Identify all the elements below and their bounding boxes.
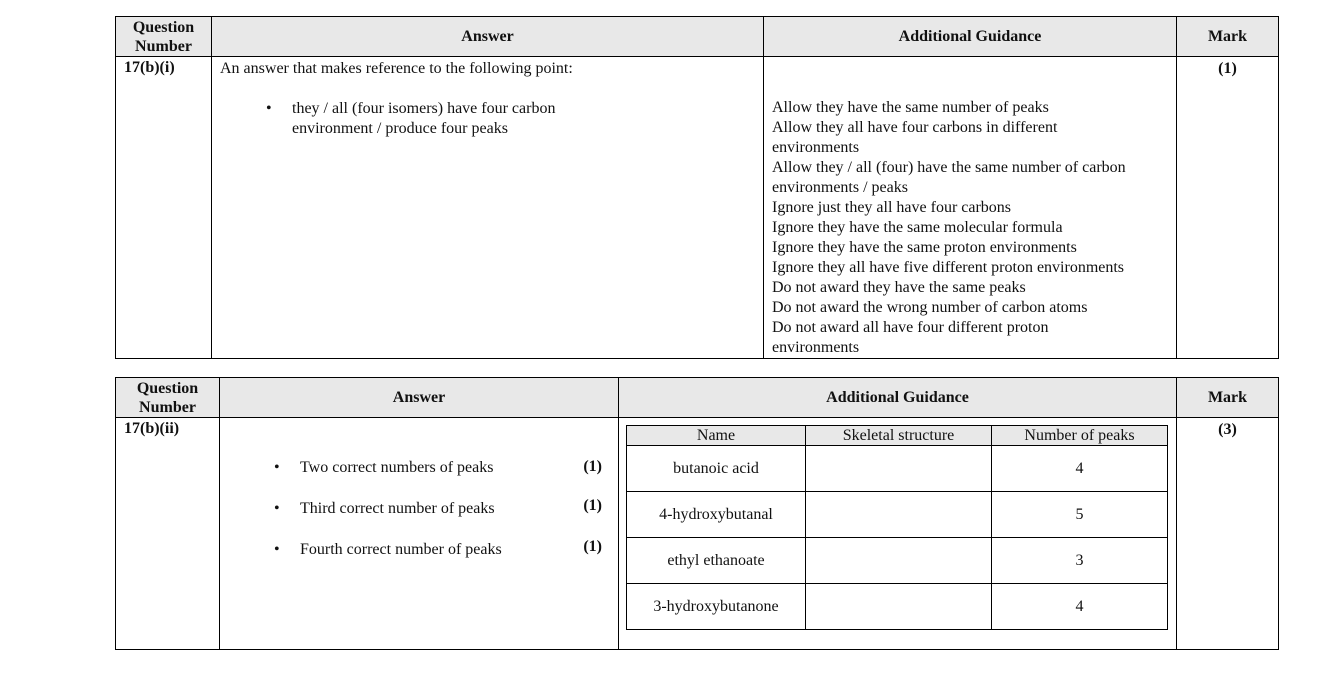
answer-bullet: • Third correct number of peaks bbox=[274, 500, 495, 517]
bullet-dot: • bbox=[266, 100, 272, 117]
guidance-line: Ignore just they all have four carbons bbox=[772, 199, 1012, 216]
table-row bbox=[627, 492, 1168, 538]
bullet-points: (1) bbox=[583, 538, 602, 555]
question-number-header: Question Number bbox=[116, 378, 220, 418]
compound-name: ethyl ethanoate bbox=[627, 538, 806, 584]
mark-value: (3) bbox=[1177, 418, 1279, 650]
guidance-line: Allow they / all (four) have the same number of carbon bbox=[772, 159, 1126, 176]
guidance-list bbox=[764, 57, 1176, 358]
mark-scheme-table-1 bbox=[115, 16, 1279, 359]
table-row bbox=[627, 446, 1168, 492]
guidance-line: Allow they all have four carbons in different bbox=[772, 119, 1058, 136]
mark-header: Mark bbox=[1177, 378, 1279, 418]
guidance-line: Ignore they have the same molecular formula bbox=[772, 219, 1063, 236]
answer-cell bbox=[220, 418, 619, 650]
mark-header: Mark bbox=[1177, 17, 1279, 57]
compound-name: butanoic acid bbox=[627, 446, 806, 492]
name-header: Name bbox=[627, 426, 806, 446]
guidance-line: environments bbox=[772, 339, 860, 356]
table-row bbox=[627, 538, 1168, 584]
compound-name: 4-hydroxybutanal bbox=[627, 492, 806, 538]
answer-cell bbox=[212, 57, 764, 359]
peak-count: 3 bbox=[992, 538, 1168, 584]
guidance-line: environments bbox=[772, 139, 860, 156]
peak-count: 4 bbox=[992, 446, 1168, 492]
guidance-cell bbox=[764, 57, 1177, 359]
guidance-header: Additional Guidance bbox=[619, 378, 1177, 418]
answer-lead: An answer that makes reference to the following point: bbox=[220, 60, 573, 77]
question-number-header: Question Number bbox=[116, 17, 212, 57]
skeletal-structure bbox=[806, 492, 992, 538]
table-row bbox=[627, 584, 1168, 630]
skeletal-structure bbox=[806, 538, 992, 584]
question-number: 17(b)(ii) bbox=[116, 418, 220, 650]
guidance-line: Do not award the wrong number of carbon atoms bbox=[772, 299, 1088, 316]
mark-value: (1) bbox=[1177, 57, 1279, 359]
guidance-line: Ignore they all have five different proton environments bbox=[772, 259, 1125, 276]
peak-count: 5 bbox=[992, 492, 1168, 538]
skeletal-structure bbox=[806, 584, 992, 630]
answer-header: Answer bbox=[212, 17, 764, 57]
bullet-points: (1) bbox=[583, 458, 602, 475]
guidance-line: Allow they have the same number of peaks bbox=[772, 99, 1049, 116]
guidance-line: Ignore they have the same proton environments bbox=[772, 239, 1077, 256]
peak-count: 4 bbox=[992, 584, 1168, 630]
guidance-cell bbox=[619, 418, 1177, 650]
guidance-line: environments / peaks bbox=[772, 179, 908, 196]
compound-name: 3-hydroxybutanone bbox=[627, 584, 806, 630]
guidance-line: Do not award all have four different proton bbox=[772, 319, 1049, 336]
answer-bullet: • Two correct numbers of peaks bbox=[274, 459, 494, 476]
answer-bullet: • they / all (four isomers) have four carbon environment / produce four peaks bbox=[266, 100, 556, 137]
guidance-header: Additional Guidance bbox=[764, 17, 1177, 57]
answer-bullet: • Fourth correct number of peaks bbox=[274, 541, 502, 558]
guidance-line: Do not award they have the same peaks bbox=[772, 279, 1026, 296]
skeletal-structure bbox=[806, 446, 992, 492]
peaks-table bbox=[626, 425, 1168, 630]
bullet-points: (1) bbox=[583, 497, 602, 514]
answer-bullet-list bbox=[220, 458, 618, 608]
peaks-header: Number of peaks bbox=[992, 426, 1168, 446]
mark-scheme-table-2 bbox=[115, 377, 1279, 650]
answer-header: Answer bbox=[220, 378, 619, 418]
structure-header: Skeletal structure bbox=[806, 426, 992, 446]
question-number: 17(b)(i) bbox=[116, 57, 212, 359]
